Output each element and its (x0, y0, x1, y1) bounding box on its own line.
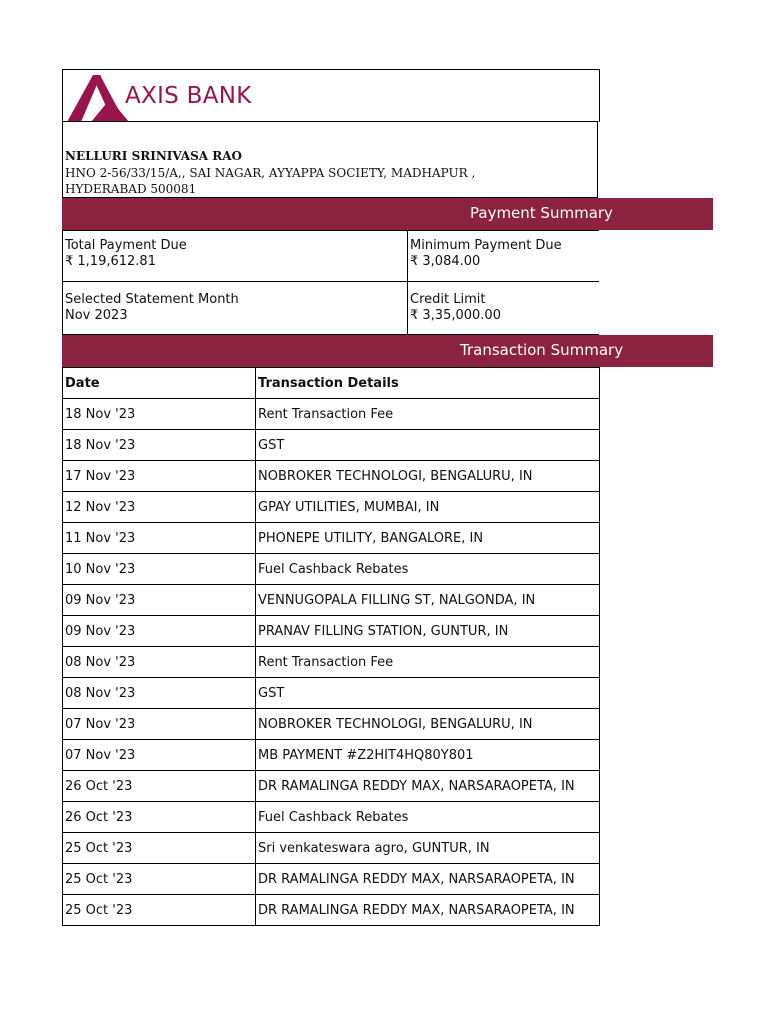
transaction-details: NOBROKER TECHNOLOGI, BENGALURU, IN (256, 461, 600, 492)
transaction-details: GPAY UTILITIES, MUMBAI, IN (256, 492, 600, 523)
transaction-details: MB PAYMENT #Z2HIT4HQ80Y801 (256, 740, 600, 771)
statement-month-label: Selected Statement Month (65, 292, 239, 307)
transaction-date: 25 Oct '23 (63, 833, 256, 864)
transaction-date: 07 Nov '23 (63, 709, 256, 740)
table-header-row (63, 368, 600, 399)
table-row (63, 802, 600, 833)
customer-address-block (62, 121, 598, 198)
transaction-summary-header (62, 335, 713, 367)
credit-limit-cell (407, 281, 599, 335)
transaction-details: Rent Transaction Fee (256, 647, 600, 678)
bank-name: AXIS BANK (125, 83, 252, 109)
table-row (63, 430, 600, 461)
table-row (63, 895, 600, 926)
credit-limit-label: Credit Limit (410, 292, 486, 307)
column-header-details: Transaction Details (256, 368, 600, 399)
transaction-date: 08 Nov '23 (63, 678, 256, 709)
table-row (63, 678, 600, 709)
table-row (63, 523, 600, 554)
transaction-date: 09 Nov '23 (63, 585, 256, 616)
axis-bank-logo-icon (67, 72, 129, 124)
transaction-details: VENNUGOPALA FILLING ST, NALGONDA, IN (256, 585, 600, 616)
transaction-date: 25 Oct '23 (63, 895, 256, 926)
table-row (63, 864, 600, 895)
transaction-date: 10 Nov '23 (63, 554, 256, 585)
credit-limit-value: ₹ 3,35,000.00 (410, 308, 501, 323)
table-row (63, 740, 600, 771)
address-line-1: HNO 2-56/33/15/A,, SAI NAGAR, AYYAPPA SOCIETY, MADHAPUR , (65, 166, 476, 180)
transaction-table (62, 367, 600, 926)
table-row (63, 833, 600, 864)
transaction-date: 09 Nov '23 (63, 616, 256, 647)
minimum-payment-due-value: ₹ 3,084.00 (410, 254, 481, 269)
minimum-payment-due-cell (407, 230, 599, 282)
table-row (63, 585, 600, 616)
table-row (63, 461, 600, 492)
transaction-date: 25 Oct '23 (63, 864, 256, 895)
transaction-date: 07 Nov '23 (63, 740, 256, 771)
minimum-payment-due-label: Minimum Payment Due (410, 238, 562, 253)
transaction-details: Rent Transaction Fee (256, 399, 600, 430)
transaction-date: 26 Oct '23 (63, 802, 256, 833)
transaction-date: 08 Nov '23 (63, 647, 256, 678)
transaction-summary-title: Transaction Summary (460, 341, 624, 359)
transaction-details: DR RAMALINGA REDDY MAX, NARSARAOPETA, IN (256, 864, 600, 895)
payment-summary-header (62, 198, 713, 230)
table-row (63, 492, 600, 523)
transaction-details: PRANAV FILLING STATION, GUNTUR, IN (256, 616, 600, 647)
address-line-2: HYDERABAD 500081 (65, 182, 197, 196)
total-payment-due-label: Total Payment Due (65, 238, 187, 253)
column-header-date: Date (63, 368, 256, 399)
table-row (63, 647, 600, 678)
transaction-details: DR RAMALINGA REDDY MAX, NARSARAOPETA, IN (256, 771, 600, 802)
table-row (63, 771, 600, 802)
transaction-date: 26 Oct '23 (63, 771, 256, 802)
total-payment-due-value: ₹ 1,19,612.81 (65, 254, 156, 269)
table-row (63, 554, 600, 585)
payment-summary-title: Payment Summary (470, 204, 613, 222)
transaction-details: Fuel Cashback Rebates (256, 802, 600, 833)
transaction-details: Sri venkateswara agro, GUNTUR, IN (256, 833, 600, 864)
total-payment-due-cell (62, 230, 408, 282)
transaction-date: 12 Nov '23 (63, 492, 256, 523)
bank-header (62, 69, 600, 122)
statement-month-value: Nov 2023 (65, 308, 128, 323)
transaction-details: GST (256, 678, 600, 709)
transaction-details: PHONEPE UTILITY, BANGALORE, IN (256, 523, 600, 554)
transaction-details: NOBROKER TECHNOLOGI, BENGALURU, IN (256, 709, 600, 740)
transaction-details: DR RAMALINGA REDDY MAX, NARSARAOPETA, IN (256, 895, 600, 926)
transaction-date: 18 Nov '23 (63, 430, 256, 461)
statement-month-cell (62, 281, 408, 335)
transaction-details: Fuel Cashback Rebates (256, 554, 600, 585)
table-row (63, 616, 600, 647)
customer-name: NELLURI SRINIVASA RAO (65, 149, 242, 163)
table-row (63, 399, 600, 430)
transaction-date: 11 Nov '23 (63, 523, 256, 554)
table-row (63, 709, 600, 740)
transaction-date: 17 Nov '23 (63, 461, 256, 492)
transaction-details: GST (256, 430, 600, 461)
transaction-date: 18 Nov '23 (63, 399, 256, 430)
